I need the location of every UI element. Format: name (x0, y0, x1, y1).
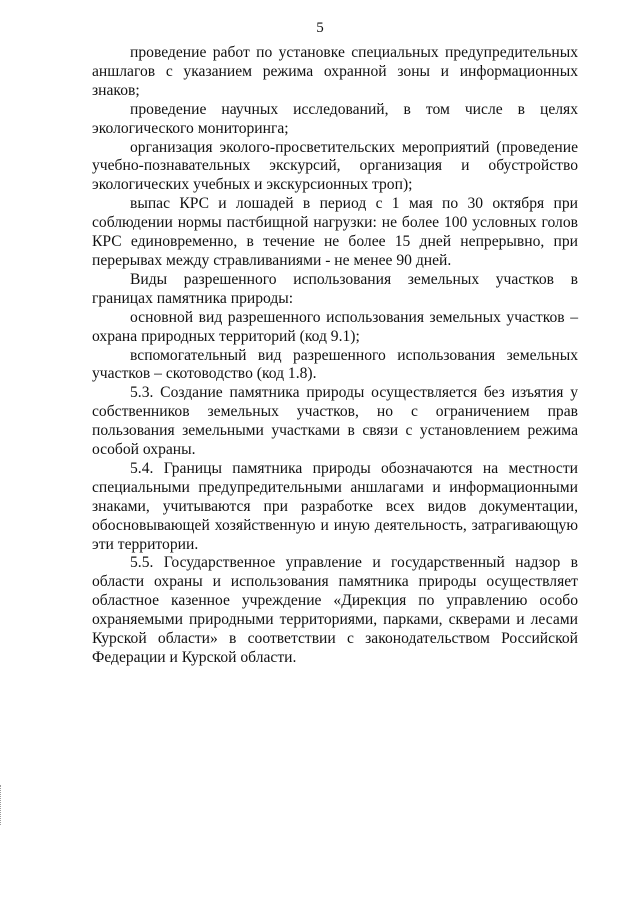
paragraph-signage-installation: проведение работ по установке специальных предупредительных аншлагов с указанием режима охранной зоны и информационных знаков; (92, 44, 578, 99)
paragraph-livestock-grazing: выпас КРС и лошадей в период с 1 мая по 30 октября при соблюдении нормы пастбищной нагрузки: не более 100 условных голов КРС единовременно, в течение не более 15 дней непрерывно, при перерывах между стравливаниями - не менее 90 дней. (92, 195, 578, 269)
paragraph-scientific-research: проведение научных исследований, в том числе в целях экологического мониторинга; (92, 100, 578, 137)
paragraph-section-5-5: 5.5. Государственное управление и государственный надзор в области охраны и использования памятника природы осуществляет областное казенное учреждение «Дирекция по управлению особо охраняемыми природными территориями, парками, скверами и лесами Курской области» в соответствии с законодательством Российской Федерации и Курской области. (92, 554, 578, 666)
scan-edge-mark (0, 785, 3, 825)
paragraph-section-5-3: 5.3. Создание памятника природы осуществляется без изъятия у собственников земельных участков, но с ограничением прав пользования земельными участками в связи с установлением режима особой охраны. (92, 384, 578, 459)
paragraph-permitted-uses-heading: Виды разрешенного использования земельных участков в границах памятника природы: (92, 270, 578, 307)
paragraph-section-5-4: 5.4. Границы памятника природы обозначаются на местности специальными предупредительными аншлагами и информационными знаками, учитываются при разработке всех видов документации, обосновывающей хозяйственную и иную деятельность, затрагивающую эти территории. (92, 459, 578, 553)
paragraph-main-use: основной вид разрешенного использования земельных участков – охрана природных территорий (код 9.1); (92, 308, 578, 345)
document-body (92, 44, 578, 668)
page-number: 5 (316, 20, 324, 36)
paragraph-educational-events: организация эколого-просветительских мероприятий (проведение учебно-познавательных экскурсий, организация и обустройство экологических учебных и экскурсионных троп); (92, 138, 578, 194)
paragraph-auxiliary-use: вспомогательный вид разрешенного использования земельных участков – скотоводство (код 1.8). (92, 346, 578, 383)
